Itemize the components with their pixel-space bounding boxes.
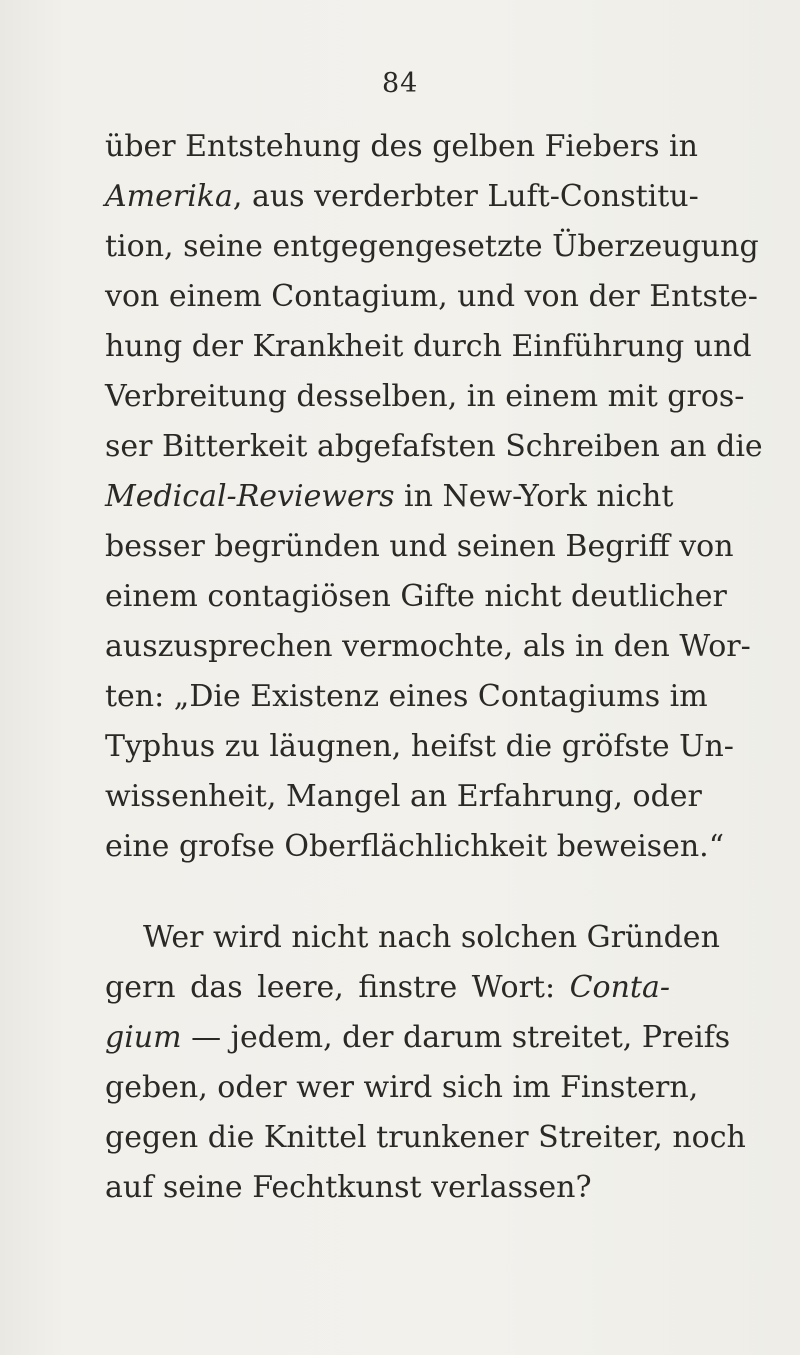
text-segment: — jedem, der darum streitet, Preifs <box>181 1020 731 1055</box>
text-segment: auszusprechen vermochte, als in den Wor- <box>105 629 751 664</box>
text-line <box>105 522 734 572</box>
text-segment: tion, seine entgegengesetzte Überzeugung <box>105 229 759 264</box>
text-segment: ser Bitterkeit abgefafsten Schreiben an die <box>105 429 763 464</box>
italic-text: Amerika <box>105 179 233 214</box>
text-segment: besser begründen und seinen Begriff von <box>105 529 734 564</box>
italic-text: Conta- <box>569 970 670 1005</box>
text-segment: Verbreitung desselben, in einem mit gros- <box>105 379 745 414</box>
text-segment: Typhus zu läugnen, heifst die gröfste Un- <box>105 729 734 764</box>
body-text <box>105 122 763 1213</box>
italic-text: gium <box>105 1020 182 1055</box>
text-segment: einem contagiösen Gifte nicht deutlicher <box>105 579 727 614</box>
text-segment: hung der Krankheit durch Einführung und <box>105 329 752 364</box>
text-line <box>105 772 702 822</box>
text-segment: von einem Contagium, und von der Entste- <box>105 279 758 314</box>
text-line <box>105 1013 731 1063</box>
text-line <box>105 122 698 172</box>
text-line <box>105 913 720 963</box>
text-line <box>105 722 734 772</box>
text-segment: gern das leere, finstre Wort: <box>105 970 570 1005</box>
text-segment: , aus verderbter Luft-Constitu- <box>232 179 699 214</box>
text-line <box>105 963 670 1013</box>
text-segment: geben, oder wer wird sich im Finstern, <box>105 1070 699 1105</box>
text-line <box>105 1113 746 1163</box>
text-segment: Wer wird nicht nach solchen Gründen <box>143 920 720 955</box>
page-number: 84 <box>382 68 419 99</box>
text-segment: wissenheit, Mangel an Erfahrung, oder <box>105 779 702 814</box>
text-line <box>105 372 745 422</box>
text-segment: gegen die Knittel trunkener Streiter, noch <box>105 1120 746 1155</box>
italic-text: Medical-Reviewers <box>105 479 395 514</box>
text-line <box>105 272 758 322</box>
text-segment: auf seine Fechtkunst verlassen? <box>105 1170 592 1205</box>
text-segment: über Entstehung des gelben Fiebers in <box>105 129 698 164</box>
text-line <box>105 1063 699 1113</box>
text-line <box>105 672 708 722</box>
text-segment: in New-York nicht <box>394 479 674 514</box>
text-line <box>105 222 759 272</box>
text-line <box>105 422 763 472</box>
text-segment: eine grofse Oberflächlichkeit beweisen.“ <box>105 829 725 864</box>
text-segment: ten: „Die Existenz eines Contagiums im <box>105 679 708 714</box>
text-line <box>105 822 725 872</box>
paragraph-gap <box>105 872 670 913</box>
text-line <box>105 1163 670 1213</box>
text-line <box>105 322 752 372</box>
paragraph-2 <box>105 913 746 1213</box>
text-line <box>105 472 674 522</box>
paragraph-1 <box>105 122 763 872</box>
text-line <box>105 172 699 222</box>
text-line <box>105 622 751 672</box>
text-line <box>105 572 727 622</box>
